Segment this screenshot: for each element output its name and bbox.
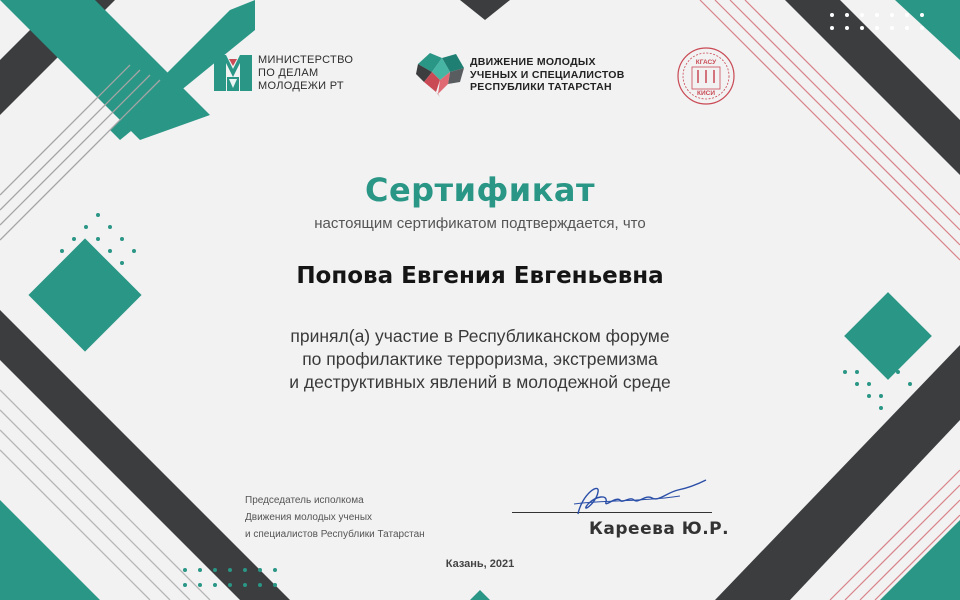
certificate-title: Сертификат [364, 171, 596, 209]
ministry-m-logo-icon [214, 55, 252, 91]
recipient-name: Попова Евгения Евгеньевна [296, 263, 664, 289]
polygon-brain-logo-icon [414, 50, 466, 98]
dark-band-top [460, 0, 510, 20]
certificate-subtitle: настоящим сертификатом подтверждается, что [314, 215, 646, 232]
ministry-logo-text: МИНИСТЕРСТВО ПО ДЕЛАМ МОЛОДЕЖИ РТ [258, 54, 354, 92]
kgasu-kisi-emblem-icon [674, 45, 738, 107]
teal-triangle-bottom [470, 590, 490, 600]
emblem-top-text: КГАСУ [695, 59, 717, 66]
certificate-body: принял(а) участие в Республиканском форуме по профилактике терроризма, экстремизма и деструктивных явлений в молодежной среде [289, 326, 671, 392]
movement-logo-text: ДВИЖЕНИЕ МОЛОДЫХ УЧЕНЫХ И СПЕЦИАЛИСТОВ РЕСПУБЛИКИ ТАТАРСТАН [470, 56, 625, 93]
signatory-name: Кареева Ю.Р. [589, 519, 730, 539]
emblem-bottom-text: КИСИ [696, 90, 716, 97]
handwritten-signature [560, 474, 710, 524]
signatory-role: Председатель исполкома Движения молодых ученых и специалистов Республики Татарстан [245, 495, 425, 540]
place-and-year: Казань, 2021 [445, 558, 515, 570]
teal-band-top-right [895, 0, 960, 60]
